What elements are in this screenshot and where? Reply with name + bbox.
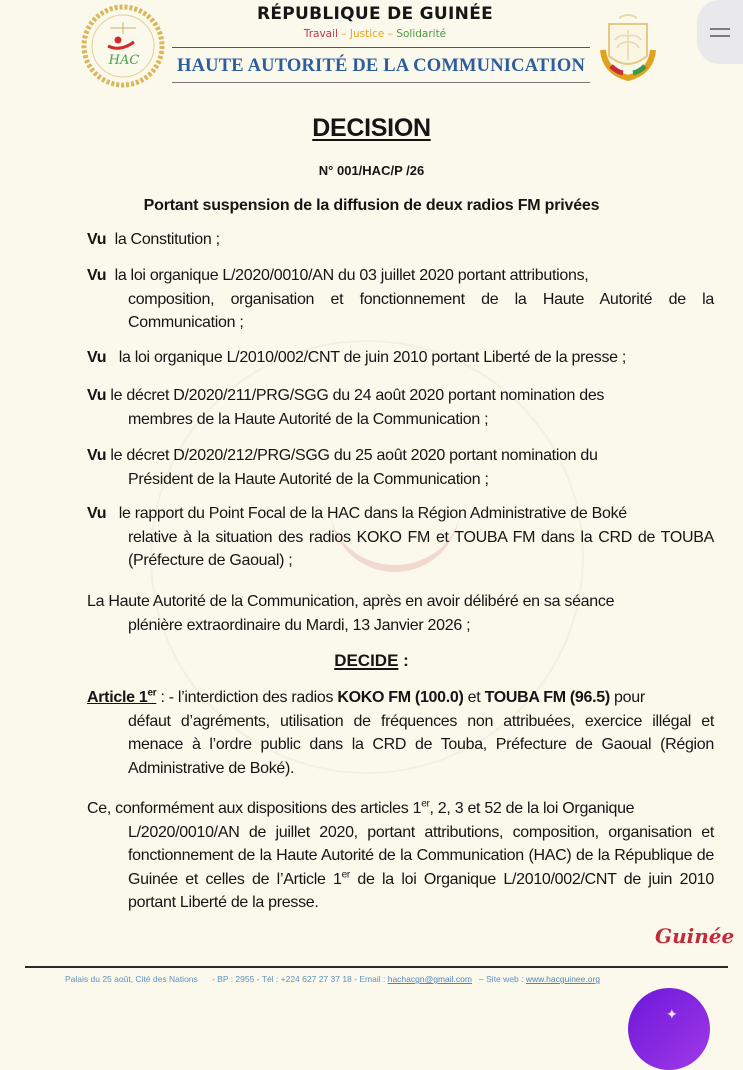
consideration-text-continued: Président de la Haute Autorité de la Communication ;: [128, 470, 489, 488]
conformity-text: L/2020/0010/AN de juillet 2020, portant attributions, composition, organisation et fonctionnement de la Haute Autorité de la Communication (HAC) de la République de Guinée et celles de l’Article 1er de la loi Organique L/2010/002/CNT de juin 2010 portant Liberté de la presse.: [128, 823, 714, 911]
motto-travail: Travail: [303, 28, 338, 40]
consideration-decret-212: [87, 444, 714, 491]
footer-site-label: – Site web :: [479, 974, 524, 984]
footer-email-label: Email :: [359, 974, 386, 984]
footer-address: Palais du 25 août, Cité des Nations: [65, 974, 198, 984]
guinea-coat-of-arms: [595, 10, 661, 86]
menu-button[interactable]: [697, 0, 743, 64]
motto-justice: Justice: [349, 28, 385, 40]
article-1-text: défaut d’agréments, utilisation de fréquences non attribuées, exercice illégal et menace à l’ordre public dans la CRD de Touba, Préfecture de Gaoual (Région Administrative de Boké).: [128, 712, 714, 777]
footer-phone: Tél : +224 627 27 37 18 -: [261, 974, 357, 984]
motto-separator: –: [337, 28, 350, 40]
authority-name: HAUTE AUTORITÉ DE LA COMMUNICATION: [176, 56, 586, 76]
vu-label: Vu: [87, 231, 107, 248]
consideration-loi-2020: [87, 264, 714, 335]
footer-email-link[interactable]: hachacgn@gmail.com: [387, 974, 472, 984]
consideration-text-continued: composition, organisation et fonctionnement de la Haute Autorité de la Communication ;: [128, 290, 714, 331]
consideration-rapport: [87, 502, 714, 573]
document-title-text: DECISION: [312, 114, 431, 142]
motto-solidarite: Solidarité: [396, 28, 447, 40]
motto-separator: –: [384, 28, 397, 40]
country-title: RÉPUBLIQUE DE GUINÉE: [256, 4, 494, 24]
floating-action-button[interactable]: [628, 988, 710, 1070]
vu-label: Vu: [87, 505, 107, 522]
sparkle-icon: ✦: [666, 1006, 678, 1022]
article-1-label: Article 1er: [87, 687, 157, 706]
hamburger-menu-icon: [710, 28, 730, 37]
article-1: Article 1er : - l’interdiction des radios KOKO FM (100.0) et TOUBA FM (96.5) pour défaut d’agréments, utilisation de fréquences non attribuées, exercice illégal et menace à l’ordre public dans la CRD de Touba, Préfecture de Gaoual (Région Administrative de Boké).: [87, 686, 714, 780]
consideration-decret-211: [87, 384, 714, 431]
deliberation-text-continued: plénière extraordinaire du Mardi, 13 Janvier 2026 ;: [128, 616, 471, 634]
consideration-text: la Constitution ;: [114, 231, 220, 248]
document-title: [0, 114, 743, 143]
consideration-text: la loi organique L/2020/0010/AN du 03 juillet 2020 portant attributions,: [114, 267, 589, 284]
hac-seal-logo: [80, 4, 166, 88]
consideration-text: la loi organique L/2010/002/CNT de juin 2010 portant Liberté de la presse ;: [118, 349, 627, 366]
decision-subject: Portant suspension de la diffusion de deux radios FM privées: [143, 197, 600, 214]
conformity-clause: Ce, conformément aux dispositions des articles 1er, 2, 3 et 52 de la loi Organique L/2020/0010/AN de juillet 2020, portant attributions, composition, organisation et fonctionnement de la Haute Autorité de la Communication (HAC) de la République de Guinée et celles de l’Article 1er de la loi Organique L/2010/002/CNT de juin 2010 portant Liberté de la presse.: [87, 797, 714, 915]
vu-label: Vu: [87, 349, 107, 366]
vu-label: Vu: [87, 387, 107, 404]
deliberation-text: La Haute Autorité de la Communication, après en avoir délibéré en sa séance: [87, 593, 615, 610]
article-1-intro: : - l’interdiction des radios: [156, 689, 338, 706]
consideration-loi-2010: [87, 346, 714, 370]
consideration-text: le décret D/2020/211/PRG/SGG du 24 août 2020 portant nomination des: [110, 387, 605, 404]
header-divider-bottom: [172, 82, 590, 83]
footer-site-link[interactable]: www.hacguinee.org: [525, 974, 601, 984]
consideration-text-continued: relative à la situation des radios KOKO FM et TOUBA FM dans la CRD de TOUBA (Préfecture de Gaoual) ;: [128, 528, 714, 569]
decide-text: DECIDE: [334, 651, 399, 670]
footer-contact: [65, 974, 725, 984]
consideration-text: le rapport du Point Focal de la HAC dans la Région Administrative de Boké: [118, 505, 627, 522]
vu-label: Vu: [87, 447, 107, 464]
consideration-constitution: [87, 228, 714, 252]
radio-koko-fm: KOKO FM (100.0): [337, 689, 464, 706]
vu-label: Vu: [87, 267, 107, 284]
deliberation: [87, 590, 714, 637]
decide-heading: [0, 651, 743, 671]
footer-divider: [25, 966, 728, 968]
svg-text:HAC: HAC: [108, 53, 140, 68]
decide-colon: :: [398, 651, 409, 670]
header-divider-top: [172, 47, 590, 48]
national-motto: [175, 28, 575, 40]
consideration-text-continued: membres de la Haute Autorité de la Communication ;: [128, 410, 489, 428]
guinee-brand-logo: Guinée: [655, 924, 735, 948]
footer-bp: - BP : 2955 -: [211, 974, 260, 984]
consideration-text: le décret D/2020/212/PRG/SGG du 25 août 2020 portant nomination du: [110, 447, 598, 464]
radio-touba-fm: TOUBA FM (96.5): [484, 689, 610, 706]
decision-number: N° 001/HAC/P /26: [318, 163, 425, 178]
